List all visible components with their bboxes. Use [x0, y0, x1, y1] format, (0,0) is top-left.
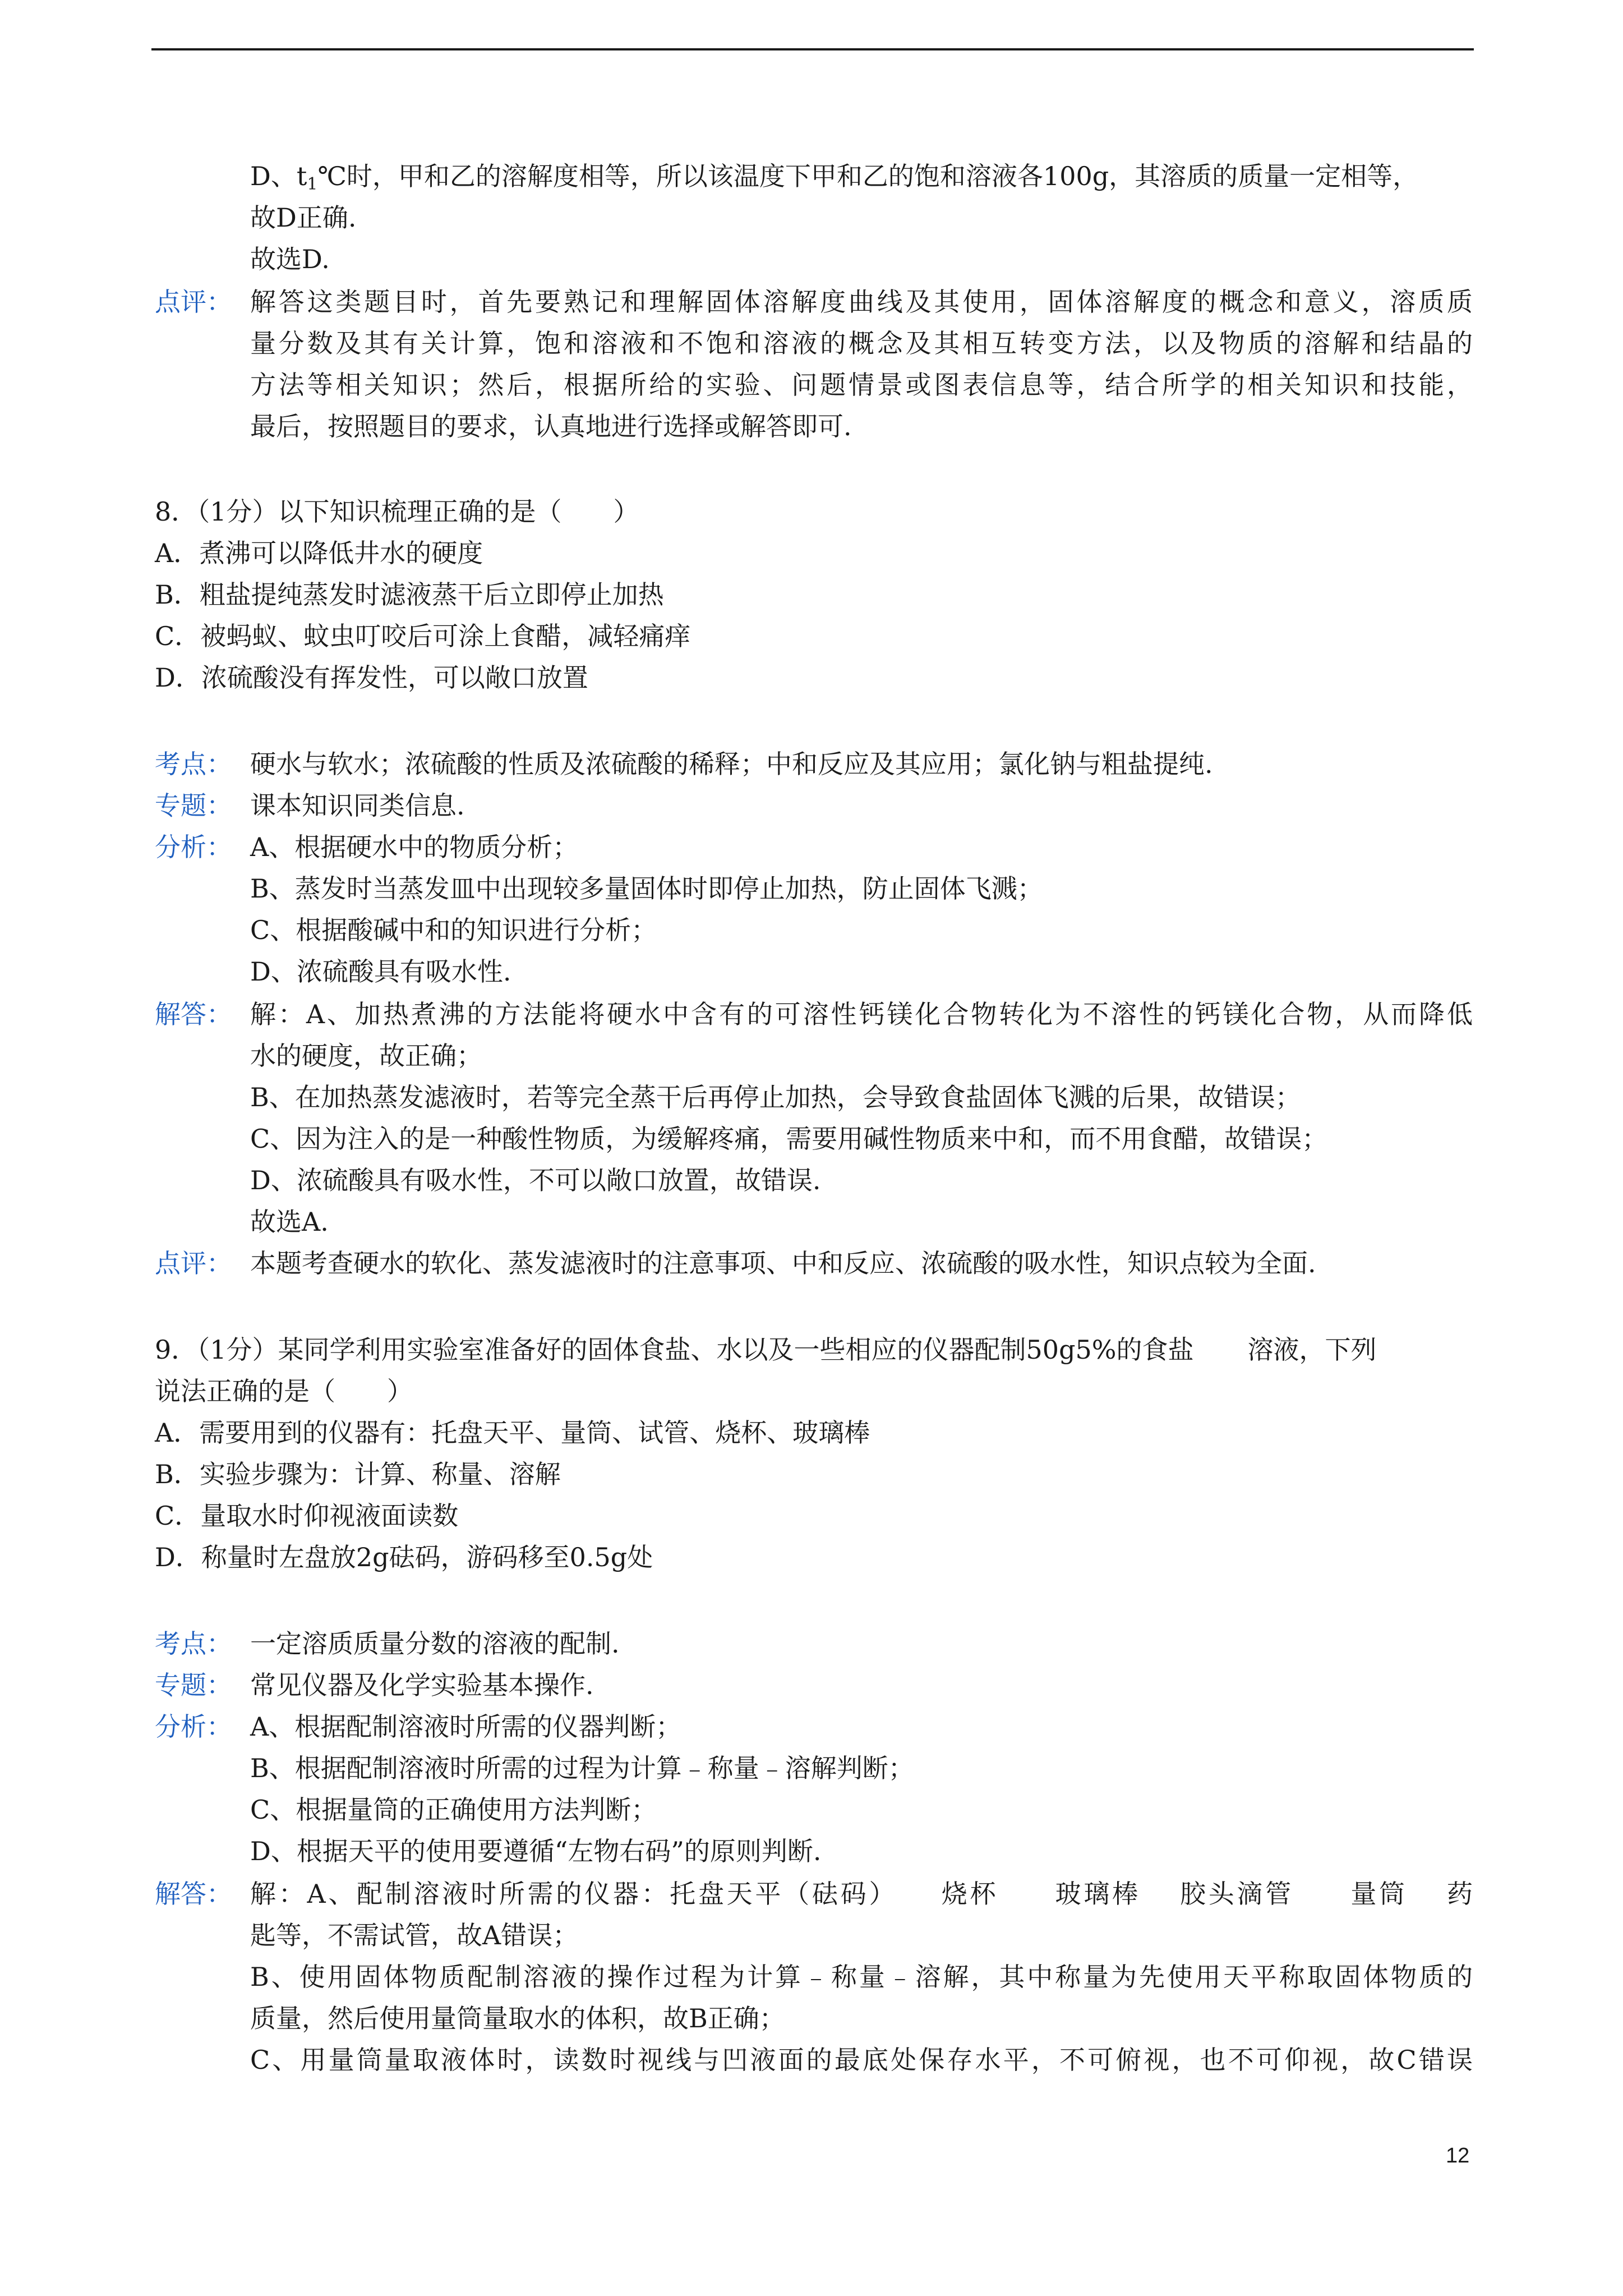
zhuanti-text: 课本知识同类信息. [250, 790, 465, 821]
comment-line: 解答这类题目时，首先要熟记和理解固体溶解度曲线及其使用，固体溶解度的概念和意义，溶质质 [250, 287, 1473, 317]
jieda-line: B、使用固体物质配制溶液的操作过程为计算﹣称量﹣溶解，其中称量为先使用天平称取固体物质的 [250, 1962, 1473, 1992]
jieda-label: 解答： [155, 999, 232, 1029]
page-number: 12 [1446, 2144, 1470, 2168]
question-9-stem-line2: 说法正确的是（ ） [155, 1376, 413, 1406]
zhuanti-label: 专题： [155, 790, 232, 821]
jieda-line: D、浓硫酸具有吸水性，不可以敞口放置，故错误. [250, 1165, 821, 1195]
question-9-option-c: C．量取水时仰视液面读数 [155, 1501, 459, 1531]
jieda-line: C、因为注入的是一种酸性物质，为缓解疼痛，需要用碱性物质来中和，而不用食醋，故错误； [250, 1124, 1328, 1154]
fenxi-line: C、根据酸碱中和的知识进行分析； [250, 915, 657, 945]
kaodian-label: 考点： [155, 749, 232, 779]
question-8-option-c: C．被蚂蚁、蚊虫叮咬后可涂上食醋，减轻痛痒 [155, 621, 691, 651]
kaodian-text: 一定溶质质量分数的溶液的配制. [250, 1628, 620, 1659]
header-rule [151, 48, 1474, 50]
jieda-line: C、用量筒量取液体时，读数时视线与凹液面的最底处保存水平，不可俯视，也不可仰视，故C错误 [250, 2045, 1473, 2075]
fenxi-line: A、根据配制溶液时所需的仪器判断； [250, 1711, 682, 1742]
question-8-option-a: A．煮沸可以降低井水的硬度 [155, 538, 483, 568]
option-d-conclusion: 故D正确. [250, 203, 357, 233]
dianping-text: 本题考查硬水的软化、蒸发滤液时的注意事项、中和反应、浓硫酸的吸水性，知识点较为全面. [250, 1248, 1316, 1278]
fenxi-line: B、蒸发时当蒸发皿中出现较多量固体时即停止加热，防止固体飞溅； [250, 873, 1043, 904]
question-9-option-d: D．称量时左盘放2g砝码，游码移至0.5g处 [155, 1542, 653, 1572]
answer-choice: 故选D. [250, 244, 330, 274]
comment-line: 最后，按照题目的要求，认真地进行选择或解答即可. [250, 411, 852, 441]
kaodian-label: 考点： [155, 1628, 232, 1659]
question-8-option-d: D．浓硫酸没有挥发性，可以敞口放置 [155, 662, 588, 693]
jieda-line: 质量，然后使用量筒量取水的体积，故B正确； [250, 2003, 785, 2033]
fenxi-line: C、根据量筒的正确使用方法判断； [250, 1795, 657, 1825]
jieda-label: 解答： [155, 1879, 232, 1909]
jieda-line: 匙等，不需试管，故A错误； [250, 1920, 579, 1950]
comment-line: 方法等相关知识；然后，根据所给的实验、问题情景或图表信息等，结合所学的相关知识和技能， [250, 370, 1473, 400]
fenxi-line: A、根据硬水中的物质分析； [250, 832, 579, 862]
fenxi-line: B、根据配制溶液时所需的过程为计算﹣称量﹣溶解判断； [250, 1753, 914, 1783]
fenxi-line: D、根据天平的使用要遵循“左物右码”的原则判断. [250, 1836, 822, 1866]
zhuanti-label: 专题： [155, 1670, 232, 1700]
jieda-line: 水的硬度，故正确； [250, 1041, 482, 1071]
zhuanti-text: 常见仪器及化学实验基本操作. [250, 1670, 594, 1700]
question-8-option-b: B．粗盐提纯蒸发时滤液蒸干后立即停止加热 [155, 579, 664, 610]
jieda-line: 故选A. [250, 1207, 329, 1237]
fenxi-label: 分析： [155, 1711, 232, 1742]
question-9-option-b: B．实验步骤为：计算、称量、溶解 [155, 1459, 561, 1489]
question-9-stem: 9．（1分）某同学利用实验室准备好的固体食盐、水以及一些相应的仪器配制50g5%的食盐 溶液，下列 [155, 1335, 1377, 1365]
dianping-label: 点评： [155, 1248, 232, 1278]
question-9-option-a: A．需要用到的仪器有：托盘天平、量筒、试管、烧杯、玻璃棒 [155, 1418, 870, 1448]
jieda-line: 解：A、配制溶液时所需的仪器：托盘天平（砝码） 烧杯 玻璃棒 胶头滴管 量筒 药 [250, 1879, 1473, 1909]
option-d-explanation: D、$t_1℃$时，甲和乙的溶解度相等，所以该温度下甲和乙的饱和溶液各100g，其溶质的质量一定相等， [250, 161, 1419, 194]
jieda-line: 解：A、加热煮沸的方法能将硬水中含有的可溶性钙镁化合物转化为不溶性的钙镁化合物，从而降低 [250, 999, 1473, 1029]
fenxi-label: 分析： [155, 832, 232, 862]
jieda-line: B、在加热蒸发滤液时，若等完全蒸干后再停止加热，会导致食盐固体飞溅的后果，故错误； [250, 1082, 1301, 1112]
kaodian-text: 硬水与软水；浓硫酸的性质及浓硫酸的稀释；中和反应及其应用；氯化钠与粗盐提纯. [250, 749, 1213, 779]
question-8-stem: 8．（1分）以下知识梳理正确的是（ ） [155, 496, 639, 527]
comment-label: 点评： [155, 287, 232, 317]
fenxi-line: D、浓硫酸具有吸水性. [250, 956, 511, 987]
comment-line: 量分数及其有关计算，饱和溶液和不饱和溶液的概念及其相互转变方法，以及物质的溶解和结晶的 [250, 328, 1473, 358]
